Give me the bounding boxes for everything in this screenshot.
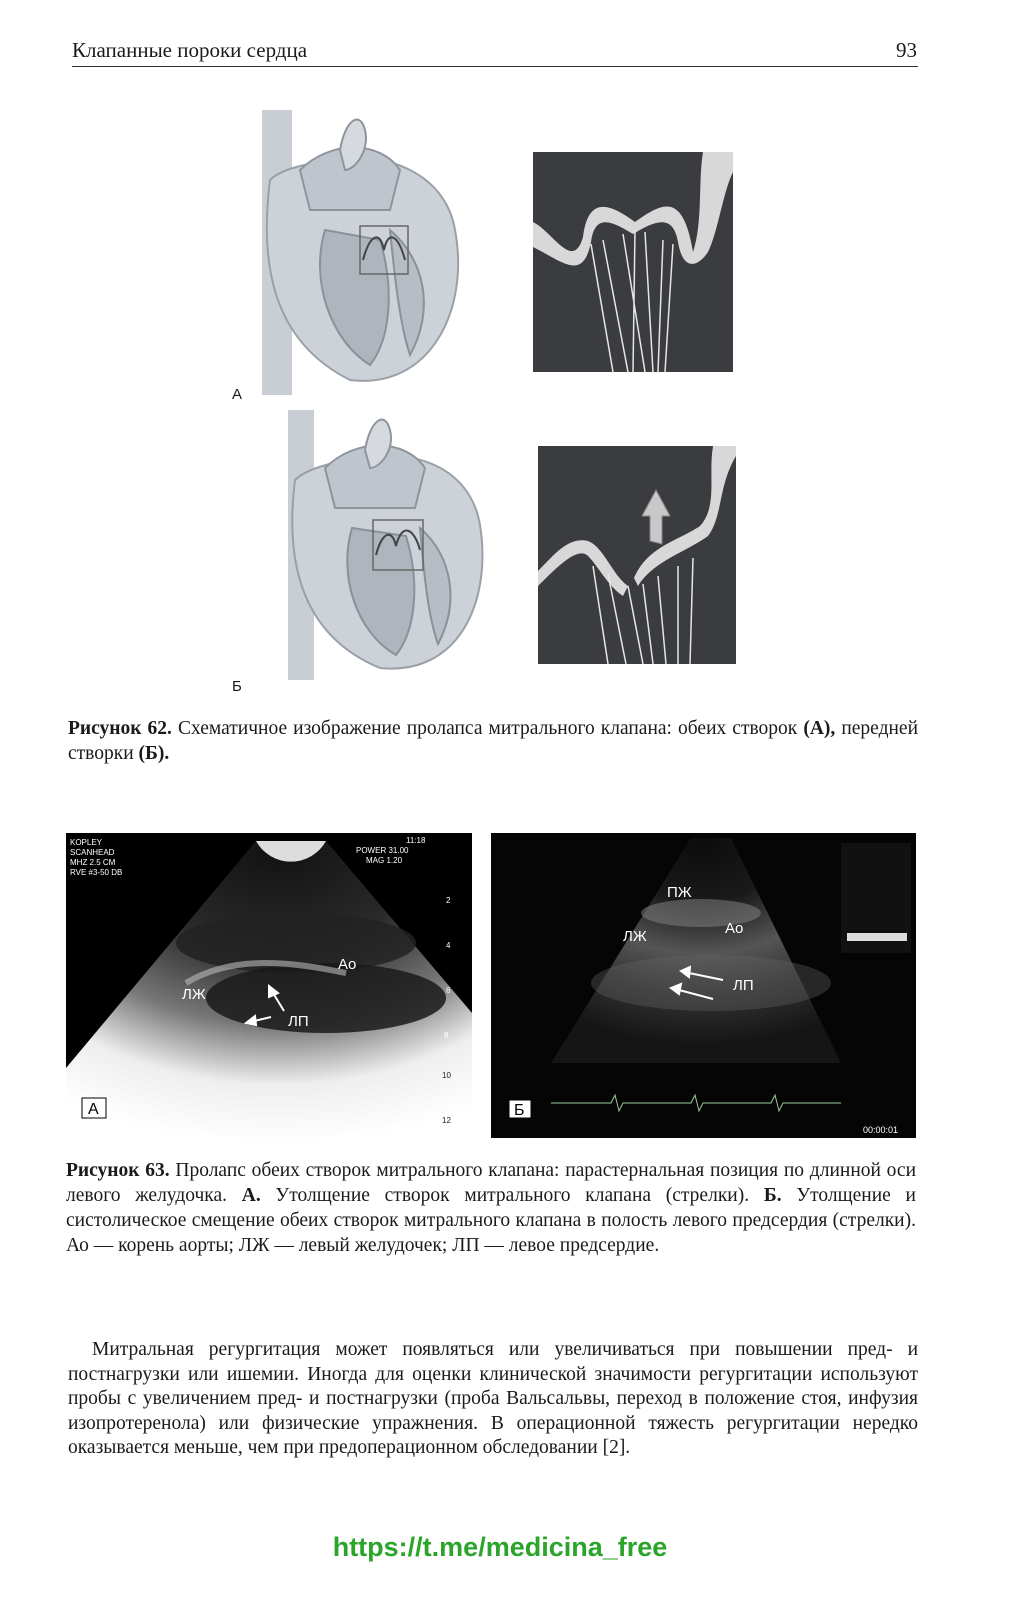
echo-a-overlay-line: 11:18 <box>406 836 426 845</box>
echo-a-overlay-line: SCANHEAD <box>70 848 115 857</box>
echo-a-label-ao: Ао <box>338 956 357 973</box>
echo-a-overlay-line: POWER 31.00 <box>356 846 409 855</box>
depth-tick: 4 <box>446 941 451 950</box>
figure62-caption-mid: передней створки <box>68 718 919 764</box>
depth-tick: 10 <box>442 1071 451 1080</box>
figure63-caption-text1: Пролапс обеих створок митрального клапана: парастернальная позиция по длинной оси левого желудочка. <box>66 1160 917 1206</box>
echo-image-b <box>491 833 916 1138</box>
figure62-caption-text: Схематичное изображение пролапса митрального клапана: обеих створок <box>171 718 804 739</box>
figure62-caption <box>68 716 918 766</box>
heart-diagram-a <box>230 110 480 395</box>
body-paragraph: Митральная регургитация может появляться или увеличиваться при повышении пред- и постнагрузки или ишемии. Иногда для оценки клинической значимости регургитации используют пробы с увеличением пред- и постнагрузки (проба Вальсальвы, переход в положение стоя, инфузия изопротеренола) или физические упражнения. В операционной тяжесть регургитации нередко оказывается меньше, чем при предоперационном обследовании [2]. <box>68 1339 918 1458</box>
echo-b-label-ao: Ао <box>725 920 744 937</box>
heart-diagram-b <box>270 410 500 680</box>
figure63-caption-b: Б. <box>763 1185 782 1206</box>
echo-a-label-lv: ЛЖ <box>182 986 206 1003</box>
valve-closeup-b <box>538 446 736 664</box>
echo-b-label-la: ЛП <box>733 977 754 994</box>
figure62-caption-lead: Рисунок 62. <box>68 718 172 739</box>
figure63-caption-text3: Утолщение и систолическое смещение обеих створок митрального клапана в полость левого предсердия (стрелки). Ао — корень аорты; ЛЖ — левый желудочек; ЛП — левое предсердие. <box>66 1185 916 1256</box>
depth-tick: 8 <box>444 1031 449 1040</box>
page-number: 93 <box>896 38 917 62</box>
echo-a-overlay-line: RVE #3-50 DB <box>70 868 123 877</box>
running-header-title: Клапанные пороки сердца <box>72 38 308 62</box>
footer-url-link[interactable]: https://t.me/medicina_free <box>332 1532 668 1562</box>
echo-b-label-lv: ЛЖ <box>623 928 647 945</box>
figure62-panel-a-label: А <box>232 386 243 403</box>
depth-tick: 12 <box>442 1116 451 1125</box>
echo-a-label-la: ЛП <box>288 1013 309 1030</box>
echo-image-a <box>66 833 472 1138</box>
echo-b-label-rv: ПЖ <box>667 884 692 901</box>
depth-tick: 6 <box>446 986 451 995</box>
figure63-caption-text2: Утолщение створок митрального клапана (стрелки). <box>260 1185 764 1206</box>
echo-a-overlay-line: MAG 1.20 <box>366 856 403 865</box>
echo-a-overlay-line: KOPLEY <box>70 838 103 847</box>
figure62-panel-b-label: Б <box>232 678 242 695</box>
figure63-caption <box>66 1158 916 1258</box>
figure63-caption-lead: Рисунок 63. <box>66 1160 170 1181</box>
depth-tick: 2 <box>446 896 451 905</box>
figure63-caption-a: А. <box>241 1185 261 1206</box>
header-rule <box>72 66 918 67</box>
valve-closeup-a <box>533 152 733 372</box>
figure62-caption-a: (А), <box>803 718 836 739</box>
echo-a-overlay-line: MHZ 2.5 CM <box>70 858 116 867</box>
echo-b-tag: Б <box>514 1102 525 1119</box>
figure62-caption-b: (Б). <box>138 743 170 764</box>
echo-a-tag: А <box>88 1101 99 1118</box>
echo-b-timestamp: 00:00:01 <box>863 1125 899 1135</box>
